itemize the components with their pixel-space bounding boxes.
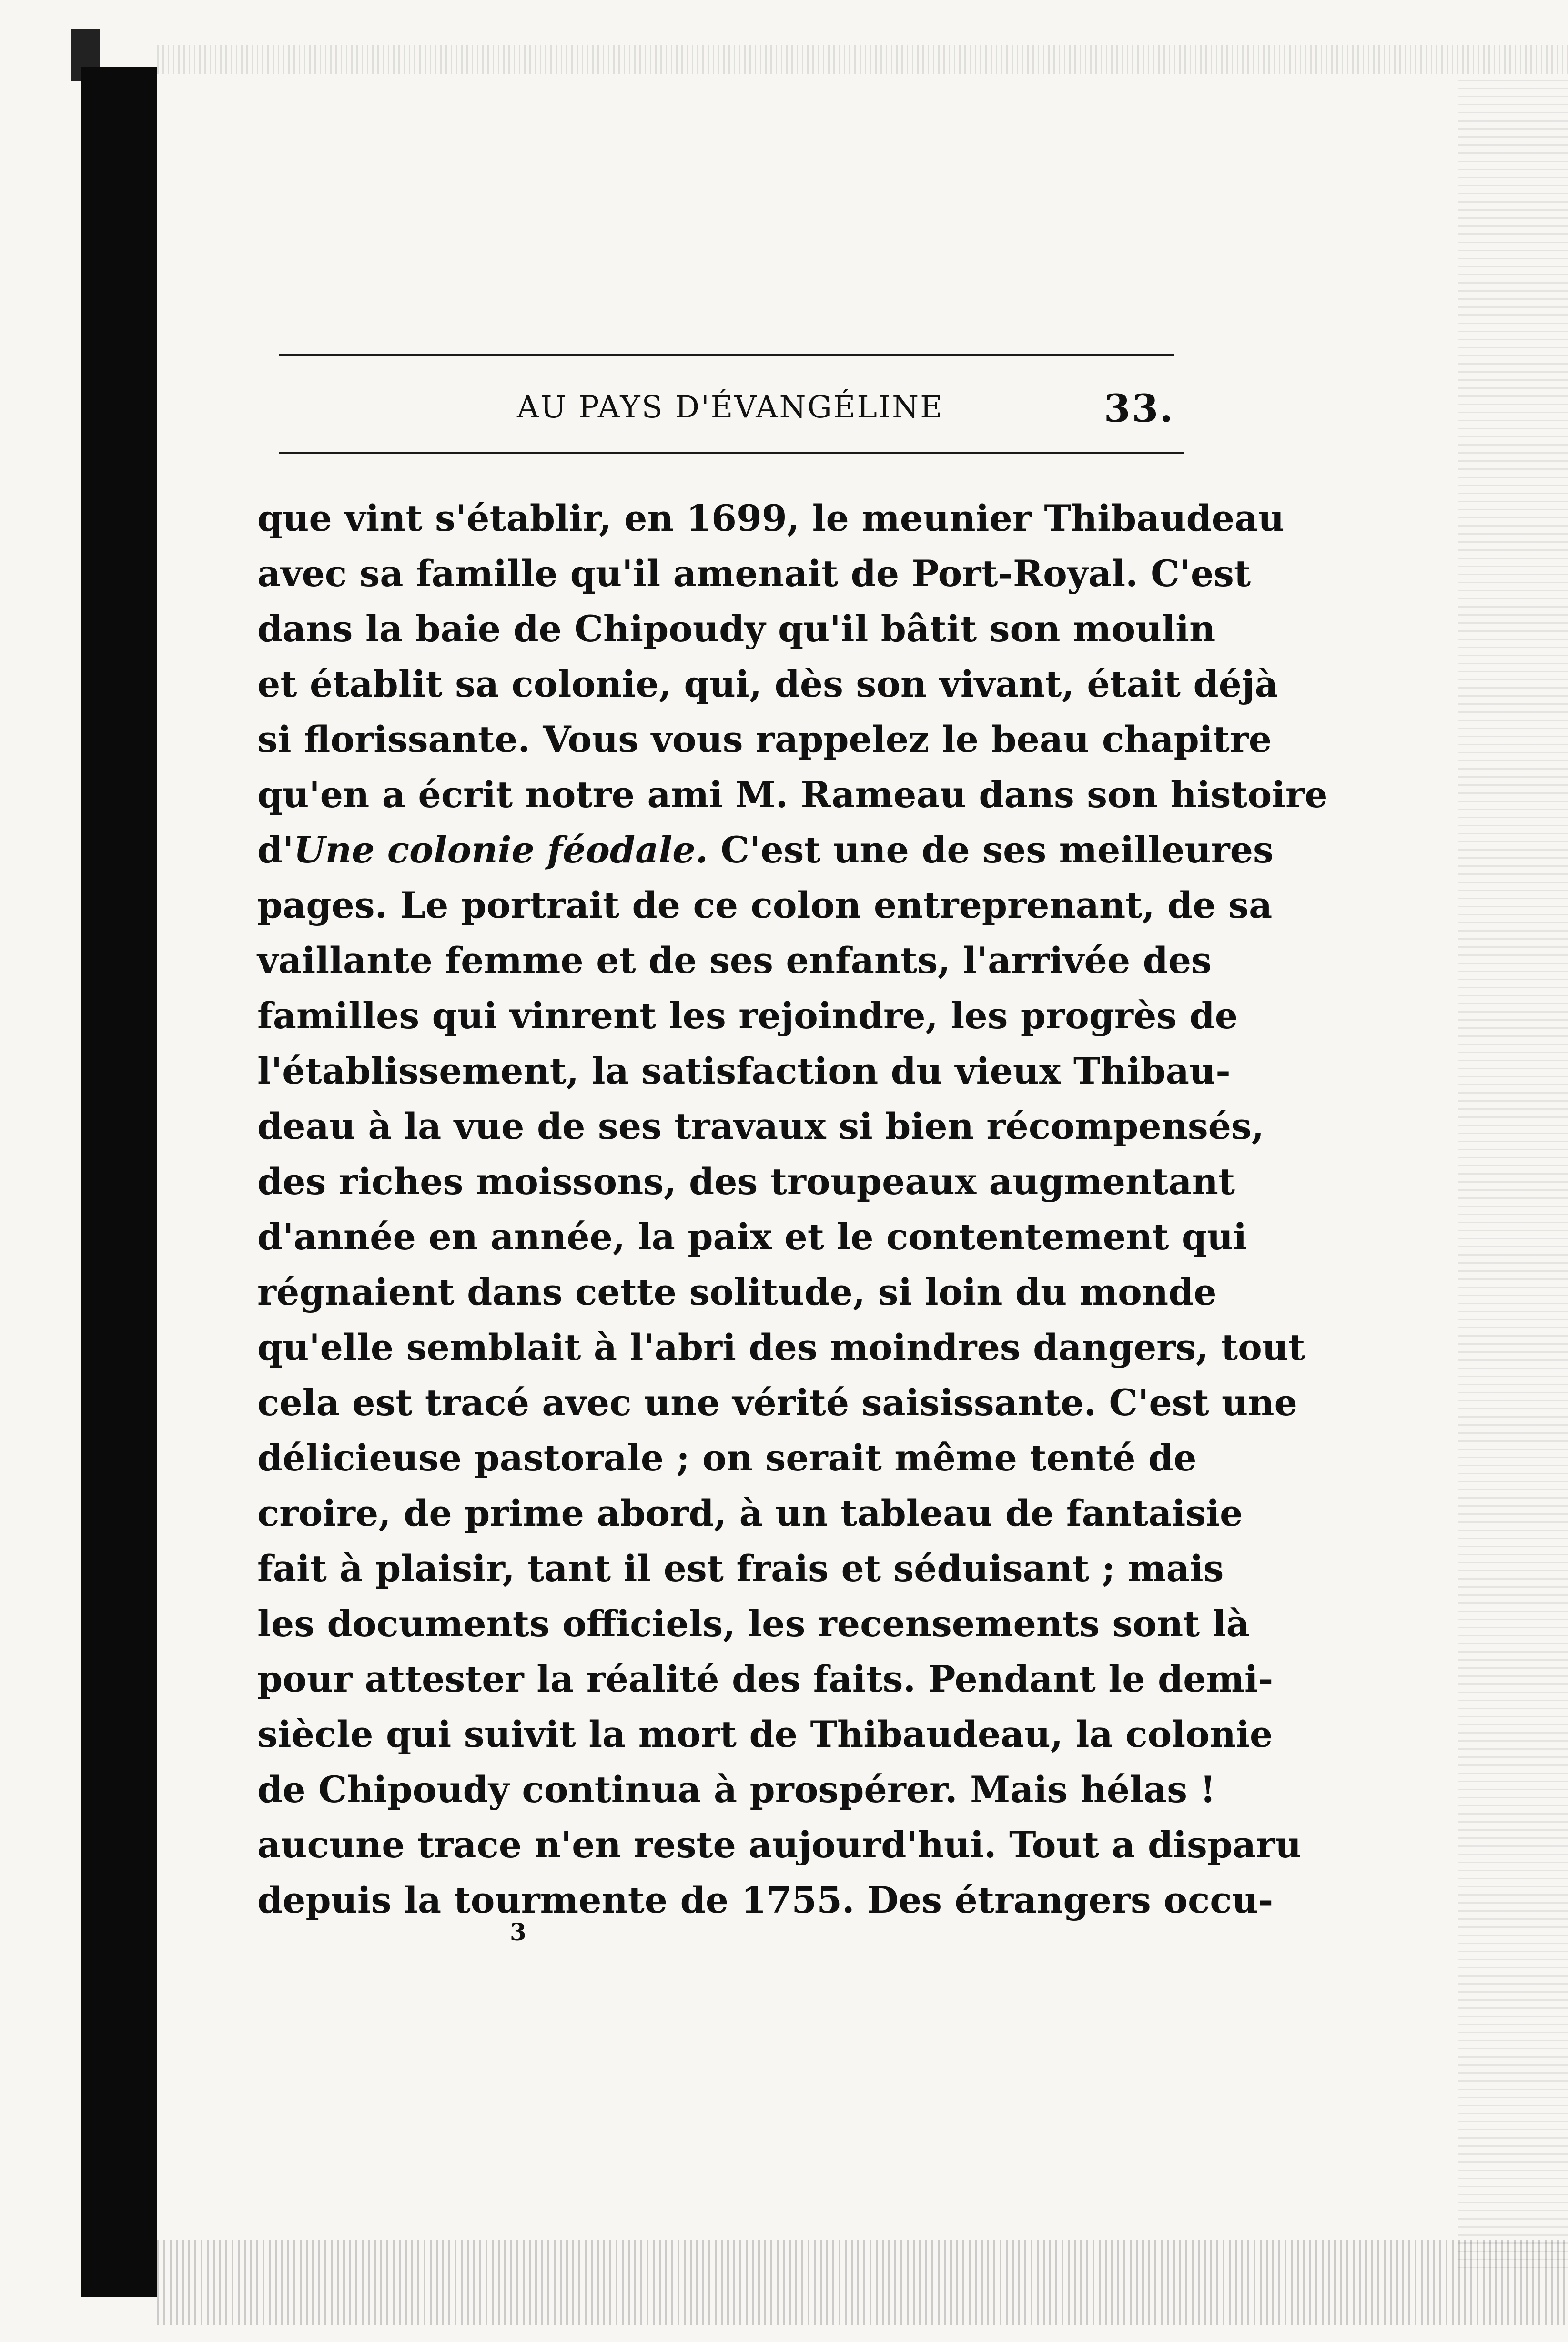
text-line: si florissante. Vous vous rappelez le beau chapitre [257,718,1272,760]
book-title: Une colonie féodale. [293,829,708,871]
text-line: familles qui vinrent les rejoindre, les progrès de [257,994,1238,1037]
signature-mark: 3 [510,1918,526,1946]
text-line: pages. Le portrait de ce colon entreprenant, de sa [257,884,1273,926]
text-line: des riches moissons, des troupeaux augmentant [257,1160,1235,1203]
text-line: aucune trace n'en reste aujourd'hui. Tout a disparu [257,1824,1302,1866]
text-line: que vint s'établir, en 1699, le meunier Thibaudeau [257,497,1285,539]
text-line: qu'en a écrit notre ami M. Rameau dans son histoire [257,773,1328,816]
text-line: siècle qui suivit la mort de Thibaudeau, la colonie [257,1713,1273,1755]
text-line: et établit sa colonie, qui, dès son vivant, était déjà [257,663,1278,705]
scan-edge-noise-right [1458,76,1568,2268]
text-line: vaillante femme et de ses enfants, l'arrivée des [257,939,1212,982]
text-line: depuis la tourmente de 1755. Des étrangers occu- [257,1879,1274,1921]
header-rule-bottom [279,452,1184,454]
scan-edge-noise-bottom [157,2240,1568,2325]
text-line: dans la baie de Chipoudy qu'il bâtit son moulin [257,608,1216,650]
page-number: 33. [1103,386,1174,431]
line-suffix: C'est une de ses meilleures [708,829,1274,871]
running-head [279,381,1174,434]
text-line: d'année en année, la paix et le contentement qui [257,1216,1247,1258]
text-line: deau à la vue de ses travaux si bien récompensés, [257,1105,1265,1147]
text-line: régnaient dans cette solitude, si loin du monde [257,1271,1217,1313]
scan-binding-shadow [81,67,157,2297]
text-line: avec sa famille qu'il amenait de Port-Royal. C'est [257,552,1251,595]
text-line: les documents officiels, les recensements sont là [257,1602,1250,1645]
text-line: l'établissement, la satisfaction du vieux Thibau- [257,1050,1231,1092]
scan-edge-noise-top [157,45,1568,74]
text-line: cela est tracé avec une vérité saisissante. C'est une [257,1381,1297,1424]
running-title: AU PAYS D'ÉVANGÉLINE [517,390,944,425]
text-line: fait à plaisir, tant il est frais et séduisant ; mais [257,1547,1224,1590]
text-line: pour attester la réalité des faits. Pendant le demi- [257,1658,1274,1700]
text-line: délicieuse pastorale ; on serait même tenté de [257,1437,1197,1479]
text-line: de Chipoudy continua à prospérer. Mais hélas ! [257,1768,1216,1811]
body-text [257,491,1328,1928]
text-line-with-title [257,822,1274,878]
line-prefix: d' [257,829,294,871]
text-line: croire, de prime abord, à un tableau de fantaisie [257,1492,1243,1534]
header-rule-top [279,354,1174,356]
text-line: qu'elle semblait à l'abri des moindres dangers, tout [257,1326,1305,1369]
